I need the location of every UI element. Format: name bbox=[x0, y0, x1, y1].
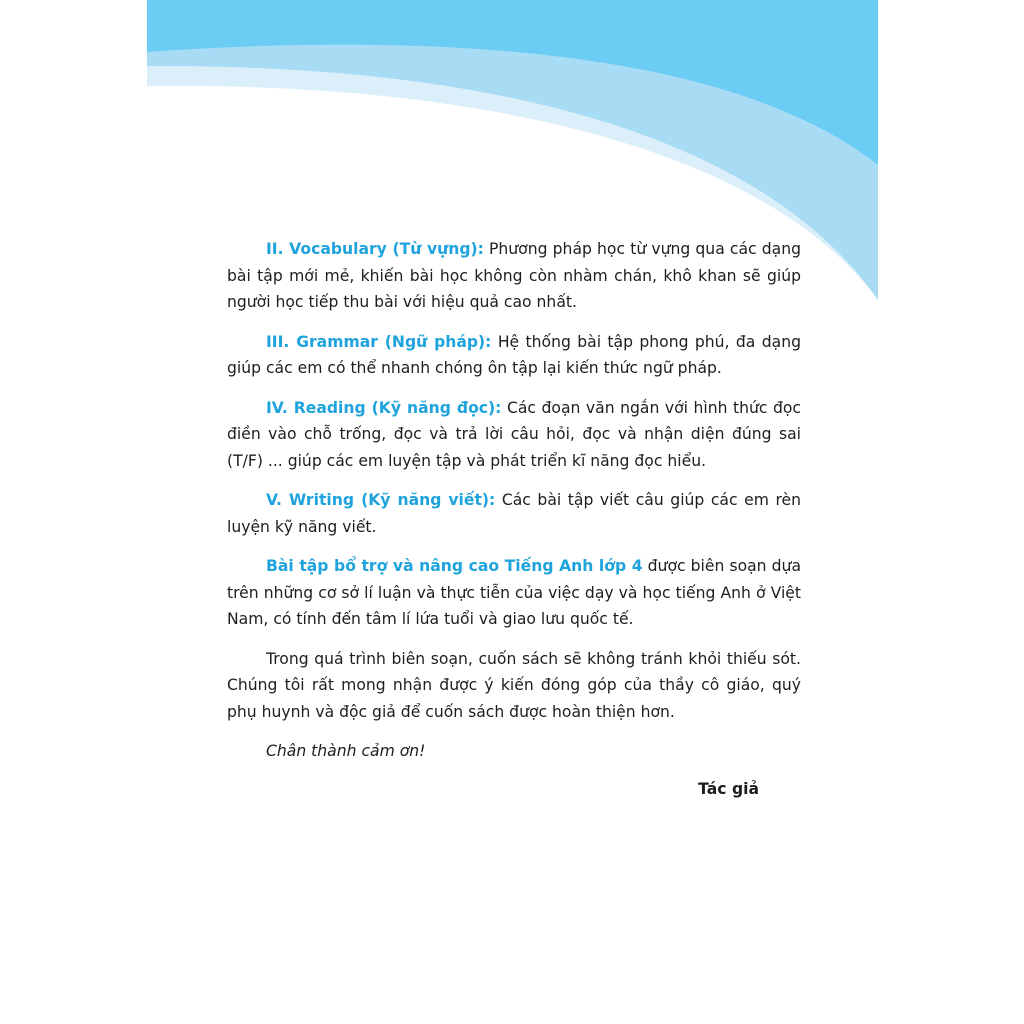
section-heading: II. Vocabulary (Từ vựng): bbox=[266, 240, 484, 258]
section-heading: III. Grammar (Ngữ pháp): bbox=[266, 332, 492, 351]
book-page bbox=[147, 0, 878, 1024]
closing-paragraph: Trong quá trình biên soạn, cuốn sách sẽ không tránh khỏi thiếu sót. Chúng tôi rất mong nhận được ý kiến đóng góp của thầy cô giáo, quý phụ huynh và độc giả để cuốn sách được hoàn thiện hơn. bbox=[227, 649, 801, 721]
book-title: Bài tập bổ trợ và nâng cao Tiếng Anh lớp 4 bbox=[266, 557, 643, 575]
section-body: Phương pháp học từ vựng qua các dạng bài tập mới mẻ, khiến bài học không còn nhàm chán, khô khan sẽ giúp người học tiếp thu bài với hiệu quả cao nhất. bbox=[227, 240, 801, 311]
book-intro-paragraph bbox=[227, 553, 801, 633]
author-signature: Tác giả bbox=[698, 779, 759, 798]
section-heading: IV. Reading (Kỹ năng đọc): bbox=[266, 398, 502, 417]
section-body: Các bài tập viết câu giúp các em rèn luyện kỹ năng viết. bbox=[227, 491, 802, 536]
section-grammar bbox=[227, 329, 801, 382]
section-body: Các đoạn văn ngắn với hình thức đọc điền vào chỗ trống, đọc và trả lời câu hỏi, đọc và nhận diện đúng sai (T/F) ... giúp các em luyện tập và phát triển kĩ năng đọc hiểu. bbox=[227, 398, 801, 470]
section-heading: V. Writing (Kỹ năng viết): bbox=[266, 491, 496, 509]
section-body: Hệ thống bài tập phong phú, đa dạng giúp các em có thể nhanh chóng ôn tập lại kiến thức ngữ pháp. bbox=[227, 332, 801, 377]
book-intro-body: được biên soạn dựa trên những cơ sở lí luận và thực tiễn của việc dạy và học tiếng Anh ở Việt Nam, có tính đến tâm lí lứa tuổi và giao lưu quốc tế. bbox=[227, 557, 802, 628]
section-writing bbox=[227, 487, 801, 540]
section-vocabulary bbox=[227, 236, 801, 316]
thanks-line: Chân thành cảm ơn! bbox=[266, 742, 426, 760]
section-reading bbox=[227, 395, 801, 475]
preface-content bbox=[227, 236, 801, 802]
